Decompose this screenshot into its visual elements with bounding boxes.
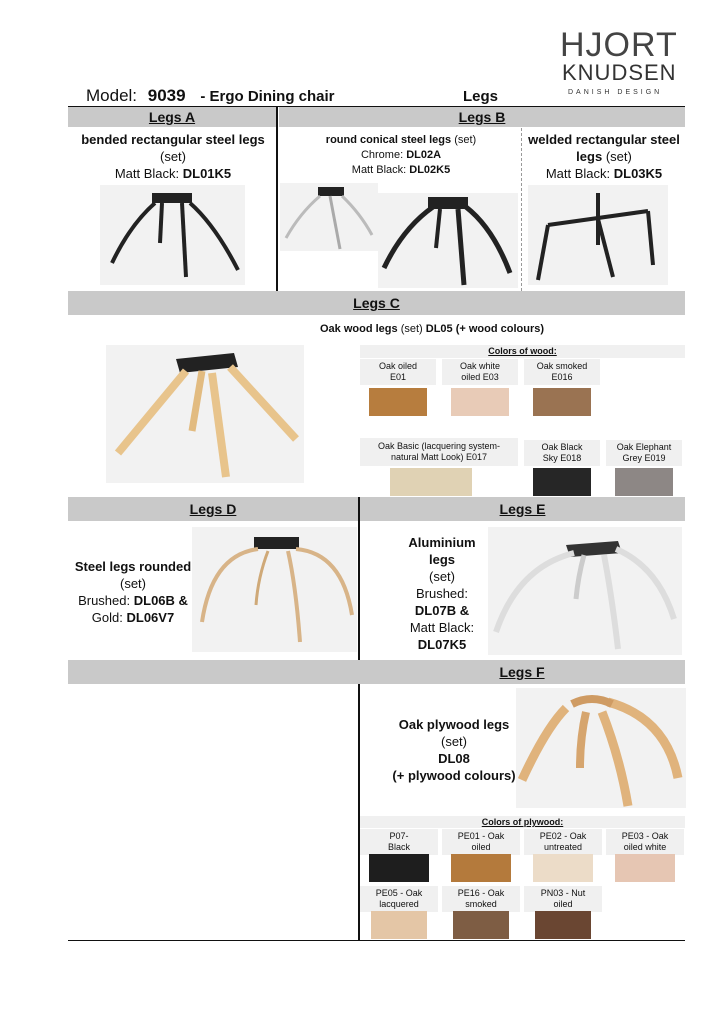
color-swatch — [615, 854, 675, 882]
color-swatch — [533, 388, 591, 416]
legs-c-photo — [106, 345, 304, 483]
swatch-label-line2: oiled E03 — [461, 372, 499, 382]
legs-b-black-photo — [378, 193, 518, 288]
swatch-label-line2: E016 — [551, 372, 573, 382]
swatch-label — [524, 886, 602, 912]
swatch-label-line2: oiled — [471, 842, 491, 852]
color-swatch — [533, 468, 591, 496]
legs-f-desc: Oak plywood legs — [398, 717, 510, 732]
swatch-label — [360, 886, 438, 912]
legs-b-bar — [279, 107, 685, 127]
legs-e-bar — [360, 497, 685, 521]
legs-e-title: Legs E — [499, 501, 546, 517]
legs-e-code1: DL07B & — [414, 603, 470, 618]
swatch-label-line2: Sky E018 — [542, 453, 582, 463]
legs-b-welded-photo — [528, 185, 668, 285]
wood-basic-label-b: natural Matt Look) E017 — [390, 452, 488, 462]
color-swatch — [369, 854, 429, 882]
legs-f-title: Legs F — [499, 664, 545, 680]
swatch-label-line1: P07- — [389, 831, 409, 841]
swatch-label-line1: Oak oiled — [378, 361, 418, 371]
legs-a-bar — [68, 107, 276, 127]
swatch-label-line1: PE16 - Oak — [457, 888, 505, 898]
legs-f-info — [372, 716, 536, 784]
swatch-label-line1: PN03 - Nut — [540, 888, 586, 898]
swatch-label-line2: oiled — [553, 899, 573, 909]
legs-d-bar — [68, 497, 358, 521]
legs-c-heading — [320, 323, 544, 335]
legs-a-photo — [100, 185, 245, 285]
legs-f-set: (set) — [441, 734, 467, 749]
legs-c-desc: Oak wood legs — [320, 323, 398, 335]
legs-d-code1: DL06B & — [133, 593, 188, 608]
brand-logo-line2: KNUDSEN — [562, 60, 677, 85]
legs-b-desc: round conical steel legs — [325, 134, 452, 146]
swatch-label-line1: Oak Black — [541, 442, 583, 452]
wood-basic-label-a: Oak Basic (lacquering system- — [377, 441, 501, 451]
legs-e-desc1: Aluminium — [408, 535, 476, 550]
legs-d-title: Legs D — [189, 501, 237, 517]
swatch-label-line2: untreated — [543, 842, 583, 852]
legs-d-info — [70, 558, 196, 626]
legs-a-desc: bended rectangular steel legs — [81, 132, 265, 147]
legs-b-code1: DL02A — [406, 149, 442, 161]
legs-e-photo — [488, 527, 682, 655]
swatch-label — [524, 359, 600, 385]
legs-b-info — [285, 133, 517, 178]
swatch-label — [524, 829, 602, 855]
legs-b-alt-desc: welded rectangular steel legs — [528, 132, 680, 164]
legs-e-finish1: Brushed: — [415, 586, 469, 601]
divider — [358, 497, 360, 660]
color-swatch — [451, 388, 509, 416]
bottom-rule — [68, 940, 685, 941]
legs-a-finish: Matt Black: — [114, 166, 180, 181]
swatch-label-line1: PE05 - Oak — [375, 888, 423, 898]
model-heading — [86, 86, 335, 106]
legs-c-code: DL05 — [425, 323, 453, 335]
swatch-label — [360, 359, 436, 385]
swatch-label-line2: oiled white — [623, 842, 667, 852]
brand-logo-line1: HJORT — [560, 26, 678, 64]
legs-b-alt-info — [523, 131, 685, 182]
legs-f-note: (+ plywood colours) — [392, 768, 516, 783]
legs-e-set: (set) — [429, 569, 455, 584]
legs-b-chrome-photo — [280, 183, 378, 251]
legs-e-finish2: Matt Black: — [409, 620, 475, 635]
legs-a-title: Legs A — [148, 109, 196, 125]
model-number: 9039 — [147, 86, 186, 105]
legs-e-code2: DL07K5 — [417, 637, 467, 652]
color-swatch — [369, 388, 427, 416]
color-swatch — [535, 911, 591, 939]
brand-tagline: DANISH DESIGN — [568, 89, 663, 96]
color-swatch — [371, 911, 427, 939]
swatch-label-line2: smoked — [465, 899, 497, 909]
legs-b-code2: DL02K5 — [409, 164, 451, 176]
swatch-label — [442, 359, 518, 385]
legs-d-desc: Steel legs rounded — [74, 559, 192, 574]
swatch-label — [442, 886, 520, 912]
legs-c-set: (set) — [400, 323, 423, 335]
legs-e-desc2: legs — [428, 552, 455, 567]
legs-b-alt-code: DL03K5 — [613, 166, 663, 181]
wood-color-label — [360, 438, 518, 466]
legs-d-photo — [192, 527, 357, 652]
color-swatch — [615, 468, 673, 496]
legs-b-title: Legs B — [458, 109, 506, 125]
color-swatch — [451, 854, 511, 882]
swatch-label — [606, 440, 682, 466]
swatch-label-line2: lacquered — [379, 899, 419, 909]
swatch-label-line1: Oak smoked — [536, 361, 588, 371]
swatch-label-line1: Oak Elephant — [616, 442, 672, 452]
section-heading: Legs — [463, 88, 499, 105]
swatch-label-line2: Black — [387, 842, 410, 852]
swatch-label-line1: PE03 - Oak — [621, 831, 669, 841]
legs-f-photo — [516, 688, 686, 808]
model-label: Model: — [86, 86, 138, 105]
swatch-label — [442, 829, 520, 855]
legs-d-finish1: Brushed: — [78, 593, 131, 608]
legs-c-colors-title: Colors of wood: — [360, 345, 685, 358]
legs-c-note: (+ wood colours) — [455, 323, 545, 335]
legs-a-set: (set) — [160, 149, 186, 164]
swatch-label-line1: PE02 - Oak — [539, 831, 587, 841]
color-swatch — [533, 854, 593, 882]
swatch-label — [524, 440, 600, 466]
legs-f-colors-title: Colors of plywood: — [360, 816, 685, 828]
legs-e-info — [400, 534, 484, 653]
legs-b-finish1: Chrome: — [360, 149, 404, 161]
legs-d-code2: DL06V7 — [126, 610, 175, 625]
swatch-label-line2: E01 — [389, 372, 406, 382]
legs-c-bar — [68, 291, 685, 315]
legs-c-title: Legs C — [353, 295, 400, 311]
legs-b-finish2: Matt Black: — [351, 164, 407, 176]
swatch-label-line1: Oak white — [459, 361, 501, 371]
swatch-label-line1: PE01 - Oak — [457, 831, 505, 841]
model-name: - Ergo Dining chair — [200, 88, 335, 105]
legs-b-alt-set: (set) — [605, 149, 632, 164]
legs-b-alt-finish: Matt Black: — [545, 166, 611, 181]
wood-swatch-basic — [390, 468, 472, 496]
dashed-divider — [521, 128, 522, 291]
divider — [276, 107, 278, 291]
legs-a-code: DL01K5 — [182, 166, 232, 181]
legs-f-code: DL08 — [438, 751, 470, 766]
legs-d-finish2: Gold: — [91, 610, 123, 625]
legs-f-bar — [68, 660, 685, 684]
swatch-label-line2: Grey E019 — [622, 453, 666, 463]
legs-b-set: (set) — [454, 134, 477, 146]
legs-d-set: (set) — [120, 576, 146, 591]
swatch-label — [360, 829, 438, 855]
swatch-label — [606, 829, 684, 855]
legs-a-info — [70, 131, 276, 182]
color-swatch — [453, 911, 509, 939]
